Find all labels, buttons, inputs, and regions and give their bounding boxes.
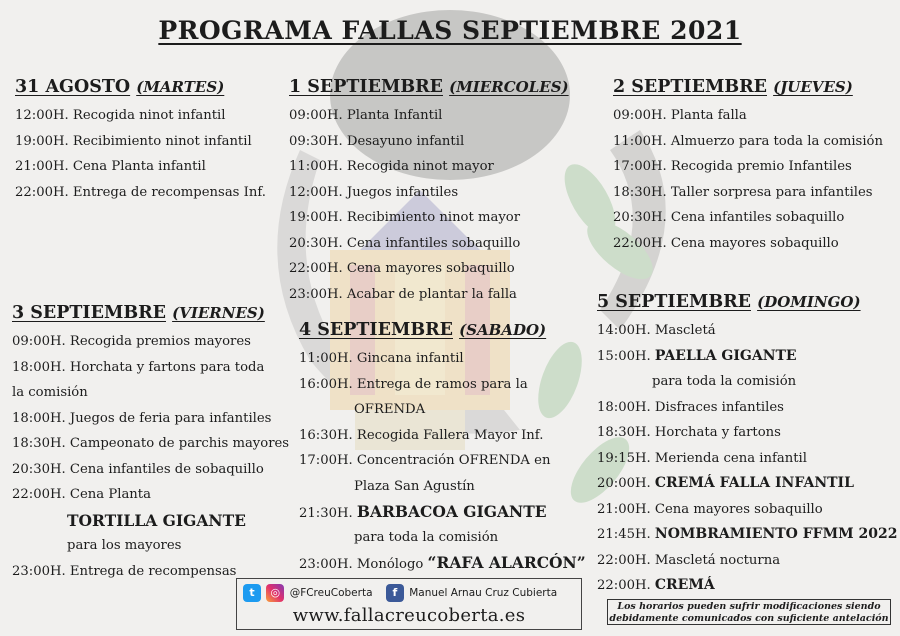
- event-text: Recogida premios mayores: [69, 334, 251, 349]
- event-row: [15, 129, 266, 155]
- event-text: Cena infantiles de sobaquillo: [69, 461, 264, 477]
- event-time: 16:30H.: [299, 427, 353, 443]
- event-row: [299, 372, 586, 398]
- social-box: [236, 578, 582, 630]
- day-weekday: (MARTES): [136, 78, 225, 96]
- event-text: Desayuno infantil: [346, 133, 465, 149]
- event-row: [289, 154, 569, 180]
- event-time: 12:00H.: [289, 184, 343, 200]
- event-text: Cena mayores sobaquillo: [654, 501, 823, 517]
- event-continuation: para los mayores: [67, 538, 182, 553]
- event-text: Mascletá nocturna: [654, 552, 781, 568]
- event-row: [597, 420, 897, 446]
- event-text: Recogida premio Infantiles: [670, 159, 852, 174]
- day-date: 3 SEPTIEMBRE: [12, 303, 166, 323]
- day-heading: [597, 292, 897, 312]
- event-row: [597, 573, 897, 599]
- day-date: 4 SEPTIEMBRE: [299, 320, 453, 340]
- event-time: 18:00H.: [12, 359, 66, 375]
- event-text: Cena mayores sobaquillo: [670, 235, 839, 251]
- event-time: 11:00H.: [299, 351, 353, 366]
- event-time: 18:00H.: [12, 410, 66, 426]
- event-highlight: CREMÁ FALLA INFANTIL: [654, 475, 854, 491]
- event-row: [299, 448, 586, 474]
- event-row: [299, 550, 586, 576]
- event-time: 22:00H.: [12, 487, 66, 502]
- event-text: Entrega de recompensas Inf.: [72, 184, 266, 200]
- event-row: [289, 231, 569, 257]
- event-time: 20:30H.: [289, 235, 343, 251]
- event-highlight: CREMÁ: [654, 577, 715, 593]
- event-row: [12, 406, 289, 432]
- event-row: [12, 482, 289, 508]
- day-block: [299, 320, 586, 576]
- event-continuation: OFRENDA: [354, 402, 426, 417]
- day-block: [289, 77, 569, 307]
- event-row: [597, 497, 897, 523]
- event-time: 22:00H.: [289, 261, 343, 276]
- event-text: Cena Planta: [69, 487, 151, 502]
- day-date: 5 SEPTIEMBRE: [597, 292, 751, 312]
- event-text: Horchata y fartons para toda: [69, 359, 265, 375]
- event-time: 19:00H.: [15, 133, 69, 149]
- event-time: 20:00H.: [597, 476, 651, 491]
- event-continuation: la comisión: [12, 385, 88, 400]
- event-row: [15, 180, 266, 206]
- day-date: 2 SEPTIEMBRE: [613, 77, 767, 97]
- event-text: Gincana infantil: [356, 351, 464, 366]
- event-text: Almuerzo para toda la comisión: [670, 133, 883, 149]
- day-weekday: (VIERNES): [172, 304, 265, 322]
- day-heading: [299, 320, 586, 340]
- event-time: 15:00H.: [597, 348, 651, 364]
- event-row: [299, 525, 586, 551]
- event-time: 22:00H.: [15, 184, 69, 200]
- event-text: Recibimiento ninot mayor: [346, 210, 521, 225]
- event-time: 23:00H.: [289, 286, 343, 302]
- event-time: 14:00H.: [597, 323, 651, 338]
- event-continuation: Plaza San Agustín: [354, 478, 475, 494]
- event-time: 17:00H.: [613, 159, 667, 174]
- facebook-icon[interactable]: f: [386, 584, 404, 602]
- event-row: [299, 423, 586, 449]
- event-highlight: NOMBRAMIENTO FFMM 2022: [654, 526, 898, 542]
- event-row: [15, 154, 266, 180]
- twitter-icon[interactable]: t: [243, 584, 261, 602]
- day-heading: [12, 303, 289, 323]
- event-text: Acabar de plantar la falla: [346, 286, 517, 302]
- event-text: Juegos de feria para infantiles: [69, 410, 272, 426]
- event-time: 09:00H.: [613, 108, 667, 123]
- event-text: Recogida Fallera Mayor Inf.: [356, 427, 544, 443]
- event-text: Mascletá: [654, 323, 716, 338]
- event-row: [289, 180, 569, 206]
- website-link[interactable]: www.fallacreucoberta.es: [292, 605, 526, 626]
- event-row: [299, 397, 586, 423]
- event-text: Cena Planta infantil: [72, 159, 206, 174]
- day-date: 31 AGOSTO: [15, 77, 131, 97]
- day-heading: [15, 77, 266, 97]
- event-row: [613, 129, 883, 155]
- event-row: [597, 395, 897, 421]
- event-time: 18:30H.: [12, 436, 66, 451]
- event-time: 22:00H.: [613, 235, 667, 251]
- event-time: 19:15H.: [597, 450, 651, 466]
- event-text: Cena mayores sobaquillo: [346, 261, 515, 276]
- event-row: [597, 548, 897, 574]
- event-continuation: para toda la comisión: [652, 374, 797, 389]
- event-row: [12, 508, 289, 534]
- event-text: Monólogo: [356, 557, 424, 572]
- event-row: [613, 205, 883, 231]
- event-time: 09:30H.: [289, 133, 343, 149]
- event-row: [299, 474, 586, 500]
- event-time: 11:00H.: [289, 159, 343, 174]
- event-row: [613, 231, 883, 257]
- day-weekday: (MIERCOLES): [449, 78, 569, 96]
- event-row: [12, 457, 289, 483]
- day-block: [15, 77, 266, 205]
- event-time: 19:00H.: [289, 210, 343, 225]
- event-row: [613, 154, 883, 180]
- event-text: Disfraces infantiles: [654, 399, 784, 415]
- event-time: 21:30H.: [299, 506, 353, 521]
- event-text: Cena infantiles sobaquillo: [670, 210, 845, 225]
- page-title: PROGRAMA FALLAS SEPTIEMBRE 2021: [158, 16, 742, 45]
- event-text: Cena infantiles sobaquillo: [346, 235, 521, 251]
- event-text: Horchata y fartons: [654, 425, 781, 440]
- event-text: Entrega de recompensas: [69, 563, 237, 579]
- event-time: 09:00H.: [12, 334, 66, 349]
- event-text: Taller sorpresa para infantiles: [670, 184, 873, 200]
- event-row: [12, 380, 289, 406]
- event-row: [12, 431, 289, 457]
- event-row: [289, 103, 569, 129]
- event-row: [289, 205, 569, 231]
- event-text: Recogida ninot infantil: [72, 108, 226, 123]
- event-continuation: para toda la comisión: [354, 529, 499, 545]
- day-heading: [613, 77, 883, 97]
- event-row: [299, 499, 586, 525]
- event-text: Merienda cena infantil: [654, 450, 807, 466]
- event-highlight: “RAFA ALARCÓN”: [427, 553, 586, 572]
- event-time: 18:00H.: [597, 399, 651, 415]
- event-row: [613, 103, 883, 129]
- schedule-notice: [607, 599, 891, 625]
- event-text: Juegos infantiles: [346, 184, 459, 200]
- event-text: Recogida ninot mayor: [346, 159, 494, 174]
- event-time: 21:00H.: [597, 501, 651, 517]
- event-row: [597, 344, 897, 370]
- day-weekday: (JUEVES): [773, 78, 853, 96]
- event-time: 21:45H.: [597, 527, 651, 542]
- event-row: [597, 369, 897, 395]
- event-row: [289, 282, 569, 308]
- event-row: [597, 446, 897, 472]
- event-time: 21:00H.: [15, 159, 69, 174]
- event-row: [12, 533, 289, 559]
- event-time: 23:00H.: [12, 563, 66, 579]
- event-continuation: TORTILLA GIGANTE: [67, 510, 246, 530]
- day-block: [597, 292, 897, 599]
- event-time: 22:00H.: [597, 552, 651, 568]
- event-time: 18:30H.: [613, 184, 667, 200]
- day-heading: [289, 77, 569, 97]
- event-highlight: BARBACOA GIGANTE: [356, 502, 547, 521]
- event-row: [597, 318, 897, 344]
- event-time: 17:00H.: [299, 453, 353, 468]
- event-row: [15, 103, 266, 129]
- day-weekday: (SABADO): [459, 321, 547, 339]
- notice-line-1: Los horarios pueden sufrir modificaciones siendo: [617, 601, 881, 612]
- event-text: Planta falla: [670, 108, 747, 123]
- facebook-name[interactable]: Manuel Arnau Cruz Cubierta: [409, 587, 558, 599]
- event-time: 20:30H.: [12, 461, 66, 477]
- event-text: Entrega de ramos para la: [356, 376, 528, 392]
- event-time: 18:30H.: [597, 425, 651, 440]
- event-row: [299, 346, 586, 372]
- day-weekday: (DOMINGO): [757, 293, 861, 311]
- event-row: [597, 471, 897, 497]
- event-row: [289, 129, 569, 155]
- day-date: 1 SEPTIEMBRE: [289, 77, 443, 97]
- event-text: Recibimiento ninot infantil: [72, 133, 252, 149]
- event-time: 23:00H.: [299, 557, 353, 572]
- day-block: [613, 77, 883, 256]
- event-row: [613, 180, 883, 206]
- event-row: [289, 256, 569, 282]
- event-text: Campeonato de parchis mayores: [69, 436, 290, 451]
- event-row: [12, 329, 289, 355]
- event-time: 11:00H.: [613, 133, 667, 149]
- day-block: [12, 303, 289, 584]
- event-text: Planta Infantil: [346, 108, 443, 123]
- event-row: [12, 355, 289, 381]
- event-text: Concentración OFRENDA en: [356, 453, 551, 468]
- instagram-icon[interactable]: ◎: [266, 584, 284, 602]
- event-highlight: PAELLA GIGANTE: [654, 347, 797, 364]
- event-time: 16:00H.: [299, 376, 353, 392]
- event-time: 22:00H.: [597, 578, 651, 593]
- event-time: 12:00H.: [15, 108, 69, 123]
- event-row: [597, 522, 897, 548]
- event-time: 20:30H.: [613, 210, 667, 225]
- notice-line-2: debidamente comunicados con suficiente antelación: [609, 613, 889, 624]
- social-handle[interactable]: @FCreuCoberta: [289, 587, 373, 599]
- event-time: 09:00H.: [289, 108, 343, 123]
